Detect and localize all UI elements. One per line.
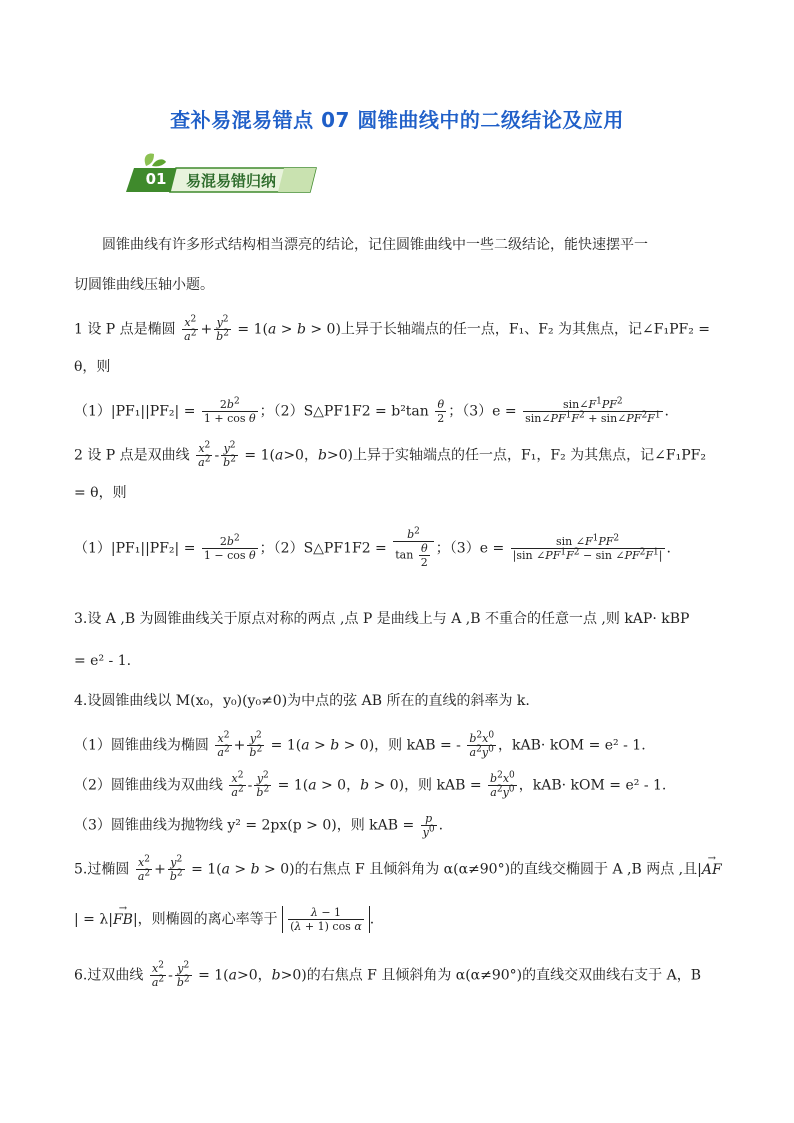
item1-text-a: 1 设 P 点是椭圆 <box>74 321 176 338</box>
item5-line-2: | = λ|→ FB|，则椭圆的离心率等于 $\frac{\lambda - 1}{\text{(λ + 1) cos α}}$ . <box>74 906 374 933</box>
item5-text-d: |，则椭圆的离心率等于 <box>132 911 278 928</box>
item5-text-b: 的右焦点 F 且倾斜角为 α(α≠90°)的直线交椭圆于 A ,B 两点 ,且| <box>294 861 702 878</box>
item1-line-2: θ，则 <box>74 359 111 375</box>
item6-line-1: 6.过双曲线 $\frac{x^2}{a^2}$ - $\frac{y^2}{b^2}$ = 1(a>0，b>0)的右焦点 F 且倾斜角为 α(α≠90°)的直线交双曲线右支于 A，B <box>74 960 701 989</box>
item2-line-1: 2 设 P 点是双曲线 $\frac{x^2}{a^2}$ - $\frac{y^2}{b^2}$ = 1(a>0，b>0)上异于实轴端点的任一点，F₁，F₂ 为其焦点，记∠F₁PF₂ <box>74 440 706 469</box>
item2-text-b: 上异于实轴端点的任一点，F₁，F₂ 为其焦点，记∠F₁PF₂ <box>353 447 706 464</box>
item3-line-2: = e² - 1. <box>74 653 132 669</box>
item6-text-a: 6.过双曲线 <box>74 967 144 984</box>
item1-line-1: 1 设 P 点是椭圆 $\frac{x^2}{a^2}$ + $\frac{y^2}{b^2}$ = 1(a > b > 0)上异于长轴端点的任一点，F₁、F₂ 为其焦点，记∠F₁PF₂ = <box>74 314 711 343</box>
item2-text-a: 2 设 P 点是双曲线 <box>74 447 190 464</box>
item5-text-c: | = λ| <box>74 911 113 928</box>
item4-case-2-a: （2）圆锥曲线为双曲线 <box>74 777 223 794</box>
item4-case-3: （3）圆锥曲线为抛物线 y² = 2px(p > 0)，则 kAB = $\frac{p}{y^0}$ . <box>74 812 444 839</box>
item6-text-b: 的右焦点 F 且倾斜角为 α(α≠90°)的直线交双曲线右支于 A，B <box>306 967 701 984</box>
item4-case-1-c: ，kAB· kOM = e² - 1. <box>498 737 646 754</box>
item1-formula-2: ；（2）S△PF1F2 = b²tan <box>259 403 429 420</box>
item2-formulas: （1）|PF₁||PF₂| = $\frac{2b^2}{\text{1 − cos θ}}$ ；（2）S△PF1F2 = $b^2$ tan $\frac{\theta}{2}$ ；（3）e = $\frac{\sin \angle F^1PF^2}{|\sin \angle PF^1F^2 - \sin \angle PF^2F^1|}$ . <box>74 526 671 569</box>
section-badge <box>124 152 320 196</box>
item4-case-1-a: （1）圆锥曲线为椭圆 <box>74 737 209 754</box>
item1-formulas: （1）|PF₁||PF₂| = $\frac{2b^2}{\text{1 + cos θ}}$ ；（2）S△PF1F2 = b²tan $\frac{\theta}{2}$ ；（3）e = $\frac{\sin\angle F^1PF^2}{\sin\angle PF^1F^2 + \sin\angle PF^2F^1}$ . <box>74 396 669 425</box>
item1-text-b: 上异于长轴端点的任一点，F₁、F₂ 为其焦点，记∠F₁PF₂ = <box>340 321 711 338</box>
intro-line-1: 圆锥曲线有许多形式结构相当漂亮的结论，记住圆锥曲线中一些二级结论，能快速摆平一 <box>102 237 648 253</box>
item4-case-1-b: ，则 kAB = - <box>374 737 461 754</box>
item5-text-a: 5.过椭圆 <box>74 861 130 878</box>
badge-text: 易混易错归纳 <box>186 172 277 190</box>
item4-case-2-b: ，则 kAB = <box>404 777 482 794</box>
item2-formula-3: ；（3）e = <box>435 540 505 557</box>
item4-case-1: （1）圆锥曲线为椭圆 $\frac{x^2}{a^2}$ + $\frac{y^2}{b^2}$ = 1(a > b > 0)，则 kAB = - $\frac{b^2x^0}{a^2y^0}$ ，kAB· kOM = e² - 1. <box>74 730 646 759</box>
item4-case-3-a: （3）圆锥曲线为抛物线 y² = 2px(p > 0)，则 kAB = <box>74 817 415 834</box>
badge-number: 01 <box>145 170 167 188</box>
item1-formula-3: ；（3）e = <box>448 403 517 420</box>
item4-case-2: （2）圆锥曲线为双曲线 $\frac{x^2}{a^2}$ - $\frac{y^2}{b^2}$ = 1(a > 0，b > 0)，则 kAB = $\frac{b^2x^0}{a^2y^0}$ ，kAB· kOM = e² - 1. <box>74 770 667 799</box>
page-title: 查补易混易错点 07 圆锥曲线中的二级结论及应用 <box>170 108 624 132</box>
item5-line-1: 5.过椭圆 $\frac{x^2}{a^2}$ + $\frac{y^2}{b^2}$ = 1(a > b > 0)的右焦点 F 且倾斜角为 α(α≠90°)的直线交椭圆于 A ,B 两点 ,且|→ AF <box>74 856 722 883</box>
item3-line-1: 3.设 A ,B 为圆锥曲线关于原点对称的两点 ,点 P 是曲线上与 A ,B 不重合的任意一点 ,则 kAP· kBP <box>74 611 690 627</box>
item2-formula-1: （1）|PF₁||PF₂| = <box>74 540 196 557</box>
item2-formula-2: ；（2）S△PF1F2 = <box>259 540 387 557</box>
item4-case-2-c: ，kAB· kOM = e² - 1. <box>518 777 667 794</box>
item2-line-2: = θ，则 <box>74 485 127 501</box>
item1-formula-1: （1）|PF₁||PF₂| = <box>74 403 196 420</box>
intro-line-2: 切圆锥曲线压轴小题。 <box>74 277 214 293</box>
item4-line-1: 4.设圆锥曲线以 M(x₀，y₀)(y₀≠0)为中点的弦 AB 所在的直线的斜率为 k. <box>74 693 530 709</box>
